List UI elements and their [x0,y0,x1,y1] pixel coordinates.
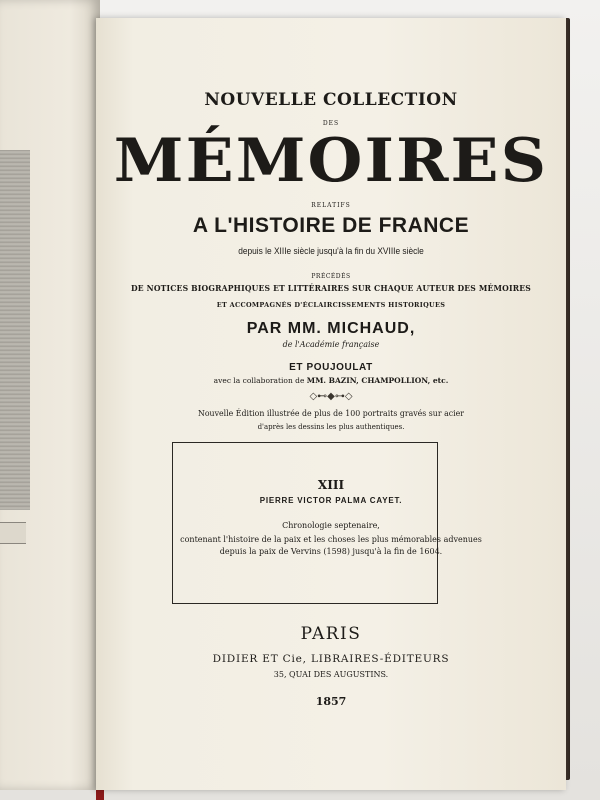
apres-line: d'après les dessins les plus authentiques. [257,423,405,431]
connector-des: DES [322,120,340,127]
volume-author: PIERRE VICTOR PALMA CAYET. [259,496,403,505]
period-line: depuis le XIIIe siècle jusqu'à la fin du XVIIIe siècle [238,246,424,257]
collaboration-prefix: avec la collaboration de [213,376,305,385]
editor-poujoulat: ET POUJOULAT [289,362,373,373]
eclaircissements-line: ET ACCOMPAGNÉS D'ÉCLAIRCISSEMENTS HISTORIQUES [216,301,446,309]
ornament-divider: ◇⊷◆⊶◇ [309,391,353,402]
title-page [96,18,566,790]
collaboration-line [96,376,566,385]
frontispiece-engraving [0,150,30,510]
facing-page [0,0,100,790]
collection-heading: NOUVELLE COLLECTION [204,90,458,110]
volume-number: XIII [317,478,345,492]
engraving-caption-plate [0,522,26,544]
edition-line: Nouvelle Édition illustrée de plus de 100 portraits gravés sur acier [198,409,464,419]
work-description-1: contenant l'histoire de la paix et les choses les plus mémorables advenues [180,535,482,544]
editor-michaud: PAR MM. MICHAUD, [246,320,416,337]
connector-relatifs: RELATIFS [311,202,351,209]
collaboration-names: MM. BAZIN, CHAMPOLLION, etc. [306,376,449,385]
imprint-address: 35, QUAI DES AUGUSTINS. [273,670,389,679]
subtitle-histoire: A L'HISTOIRE DE FRANCE [192,214,470,237]
academie-line: de l'Académie française [282,340,380,349]
imprint-publisher: DIDIER ET Cie, LIBRAIRES-ÉDITEURS [212,653,450,665]
imprint-year: 1857 [315,695,347,708]
work-title: Chronologie septenaire, [282,521,380,530]
imprint-city: PARIS [300,624,362,644]
notices-line: DE NOTICES BIOGRAPHIQUES ET LITTÉRAIRES SUR CHAQUE AUTEUR DES MÉMOIRES [130,284,532,294]
main-title: MÉMOIRES [113,126,549,196]
connector-precedes: PRÉCÉDÉS [311,273,351,280]
work-description-2: depuis la paix de Vervins (1598) jusqu'à la fin de 1604. [219,547,443,556]
